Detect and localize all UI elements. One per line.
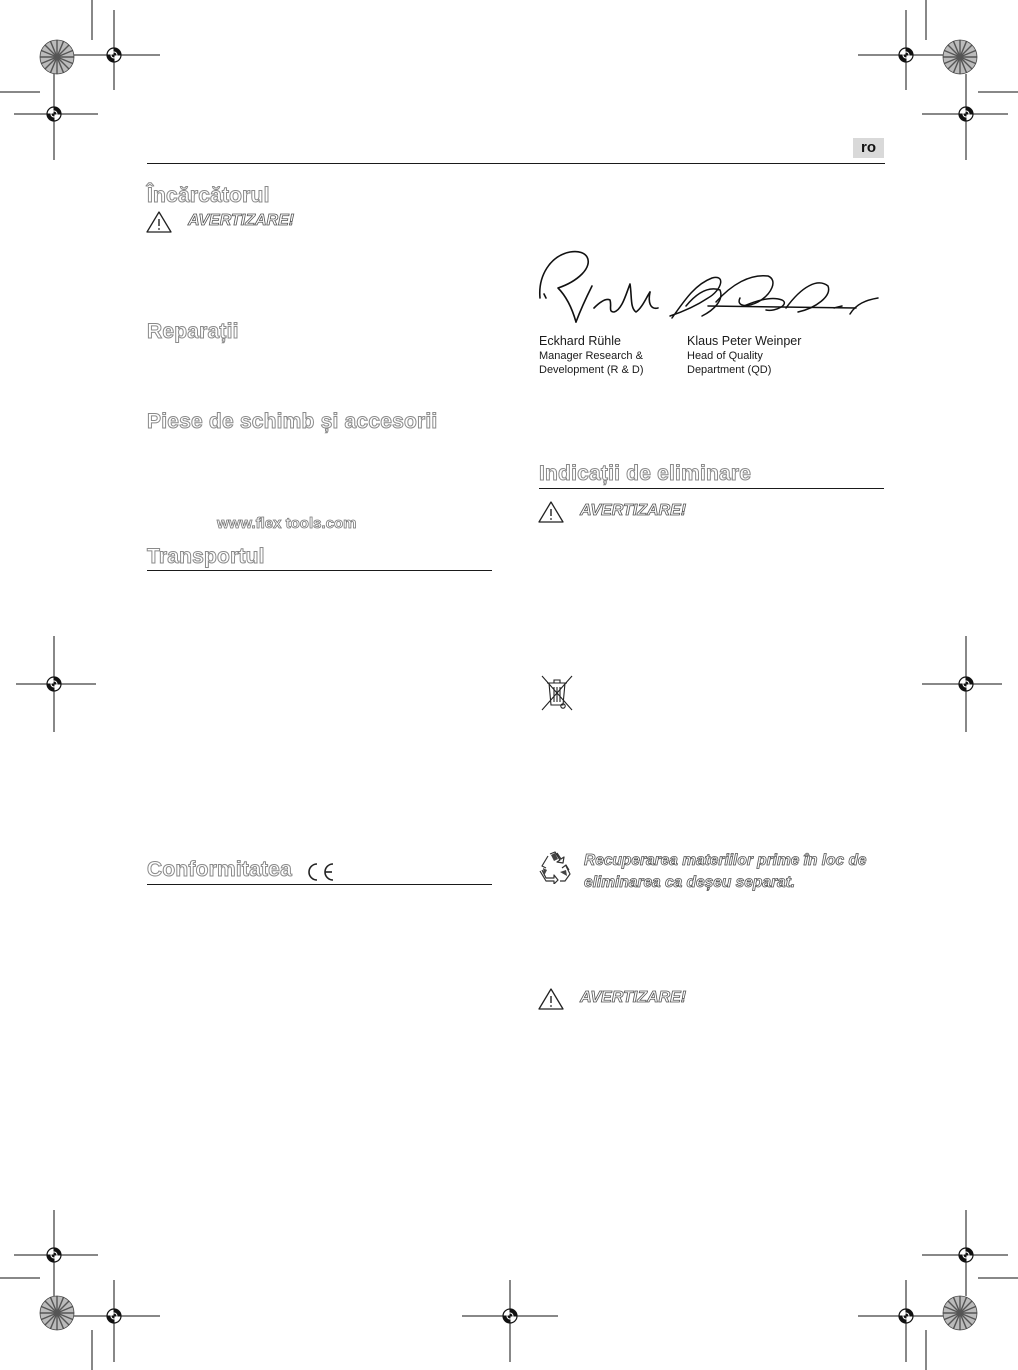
recycle-icon bbox=[538, 850, 572, 884]
signature-image bbox=[536, 246, 886, 330]
conformity-rule bbox=[147, 884, 492, 885]
disposal-heading: Indicații de eliminare bbox=[539, 462, 752, 485]
disposal-warning-2: AVERTIZARE! bbox=[580, 989, 687, 1006]
header-rule bbox=[147, 163, 885, 164]
repairs-heading: Reparații bbox=[147, 320, 239, 343]
conformity-heading: Conformitatea bbox=[147, 858, 292, 881]
warning-triangle-icon bbox=[538, 988, 564, 1010]
charger-heading: Încărcătorul bbox=[147, 184, 270, 207]
website-link[interactable]: www.flex tools.com bbox=[217, 515, 357, 532]
charger-warning: AVERTIZARE! bbox=[188, 212, 295, 229]
signatory-2-role-line1: Head of Quality bbox=[687, 350, 763, 362]
recycling-line-1: Recuperarea materiilor prime în loc de bbox=[584, 852, 867, 869]
signatory-1-role-line2: Development (R & D) bbox=[539, 364, 644, 376]
signatory-2-role-line2: Department (QD) bbox=[687, 364, 772, 376]
signatory-1-role-line1: Manager Research & bbox=[539, 350, 643, 362]
signatory-1-name: Eckhard Rühle bbox=[539, 334, 621, 348]
spare-parts-heading: Piese de schimb și accesorii bbox=[147, 410, 438, 433]
crossed-out-bin-icon bbox=[539, 673, 575, 713]
warning-triangle-icon bbox=[146, 211, 172, 233]
signatory-2-name: Klaus Peter Weinper bbox=[687, 334, 802, 348]
disposal-rule bbox=[539, 488, 884, 489]
ce-mark-icon bbox=[304, 861, 336, 883]
warning-triangle-icon bbox=[538, 501, 564, 523]
transport-rule bbox=[147, 570, 492, 571]
disposal-warning-1: AVERTIZARE! bbox=[580, 502, 687, 519]
transport-heading: Transportul bbox=[147, 545, 265, 568]
recycling-line-2: eliminarea ca deșeu separat. bbox=[584, 874, 796, 891]
language-tab: ro bbox=[853, 138, 884, 158]
